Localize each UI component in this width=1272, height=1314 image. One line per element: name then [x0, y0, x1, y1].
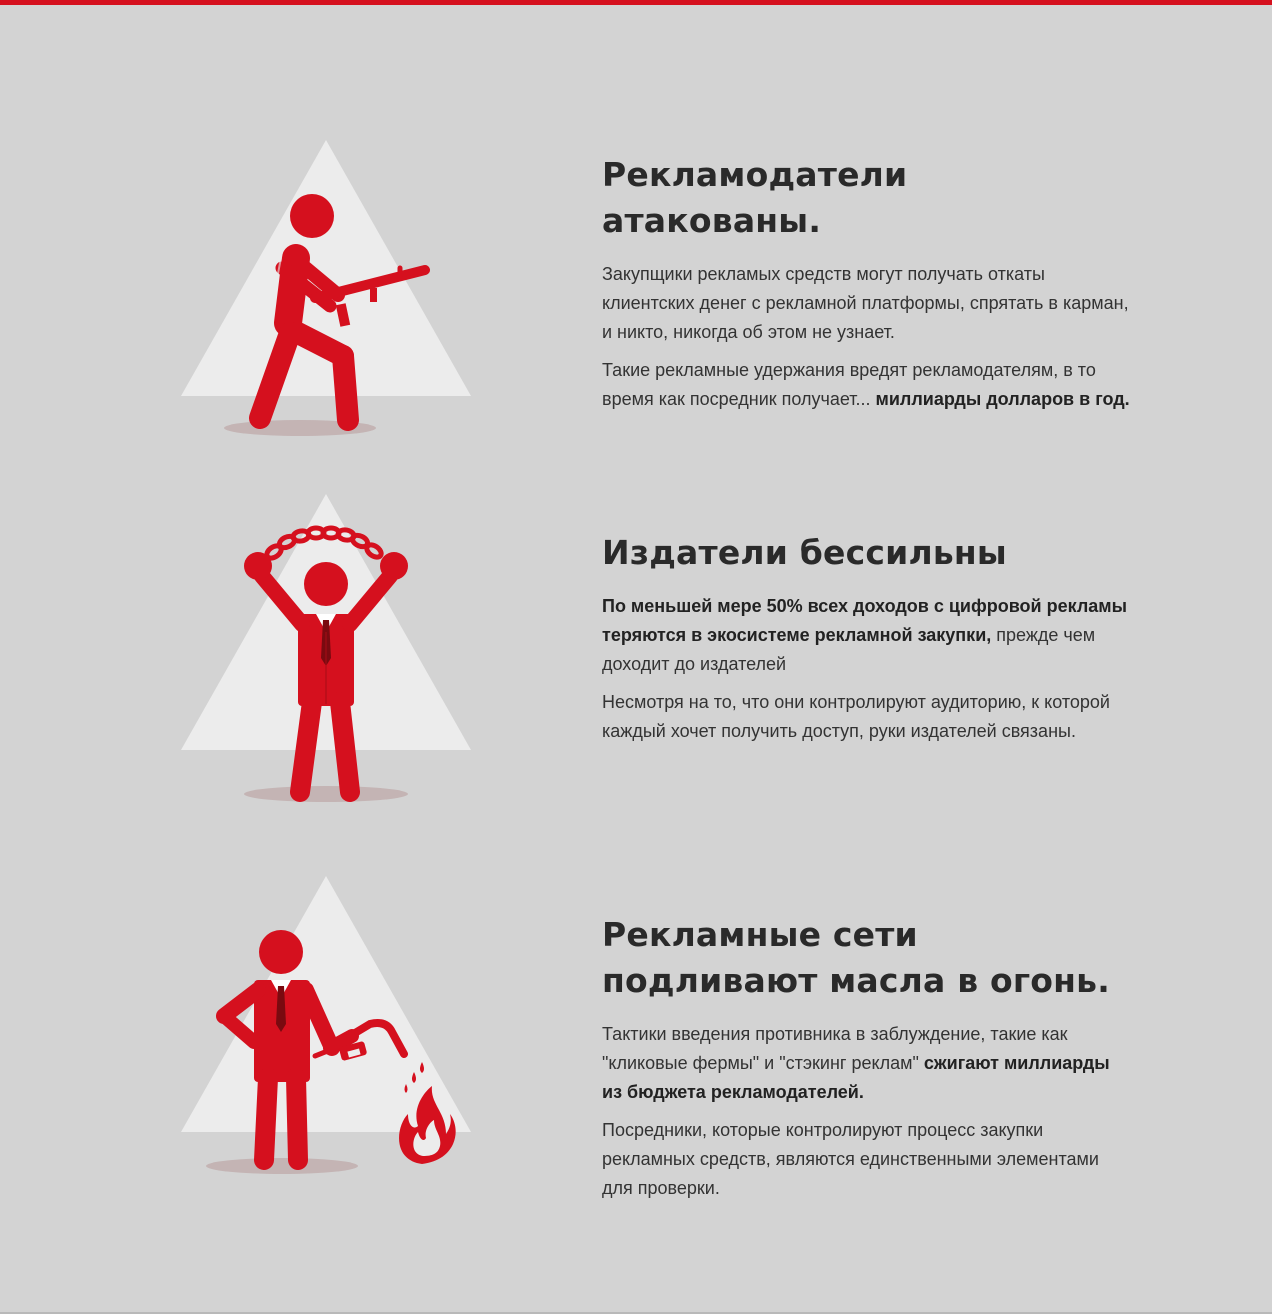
section-paragraph-2: Посредники, которые контролируют процесс закупки рекламных средств, являются единственными элементами для проверки.	[602, 1120, 1099, 1198]
fuel-fire-illustration	[170, 864, 490, 1184]
paragraph-highlight: миллиарды долларов в год.	[875, 389, 1130, 409]
paragraph-text: прежде чем доходит до издателей	[602, 625, 1096, 674]
section-ad-networks	[602, 912, 1132, 1212]
section-paragraph-2	[602, 356, 1132, 414]
section-title: Рекламодатели атакованы.	[602, 155, 908, 240]
paragraph-highlight: По меньшей мере 50% всех доходов с цифровой рекламы теряются в экосистеме рекламной закупки,	[602, 596, 1127, 645]
gunman-icon	[170, 128, 490, 448]
chained-publisher-illustration	[170, 482, 490, 802]
section-title: Рекламные сети подливают масла в огонь.	[602, 915, 1110, 1000]
section-paragraph-2: Несмотря на то, что они контролируют аудиторию, к которой каждый хочет получить доступ, руки издателей связаны.	[602, 692, 1110, 741]
chained-publisher-icon	[170, 482, 490, 802]
paragraph-highlight: сжигают миллиарды из бюджета рекламодателей.	[602, 1053, 1110, 1102]
top-accent-bar	[0, 0, 1272, 5]
paragraph-text: Такие рекламные удержания вредят рекламодателям, в то время как посредник получает...	[602, 360, 1096, 409]
section-paragraph-1	[602, 592, 1132, 679]
section-paragraph-1	[602, 1020, 1132, 1107]
section-title: Издатели бессильны	[602, 533, 1007, 572]
fuel-fire-icon	[170, 864, 490, 1184]
gunman-illustration	[170, 128, 490, 448]
section-advertisers	[602, 152, 1132, 423]
section-publishers	[602, 530, 1132, 755]
paragraph-text: Тактики введения противника в заблуждение, такие как "кликовые фермы" и "стэкинг реклам"	[602, 1024, 1068, 1073]
section-paragraph-1: Закупщики рекламых средств могут получать откаты клиентских денег с рекламной платформы, спрятать в карман, и никто, никогда об этом не узнает.	[602, 264, 1129, 342]
